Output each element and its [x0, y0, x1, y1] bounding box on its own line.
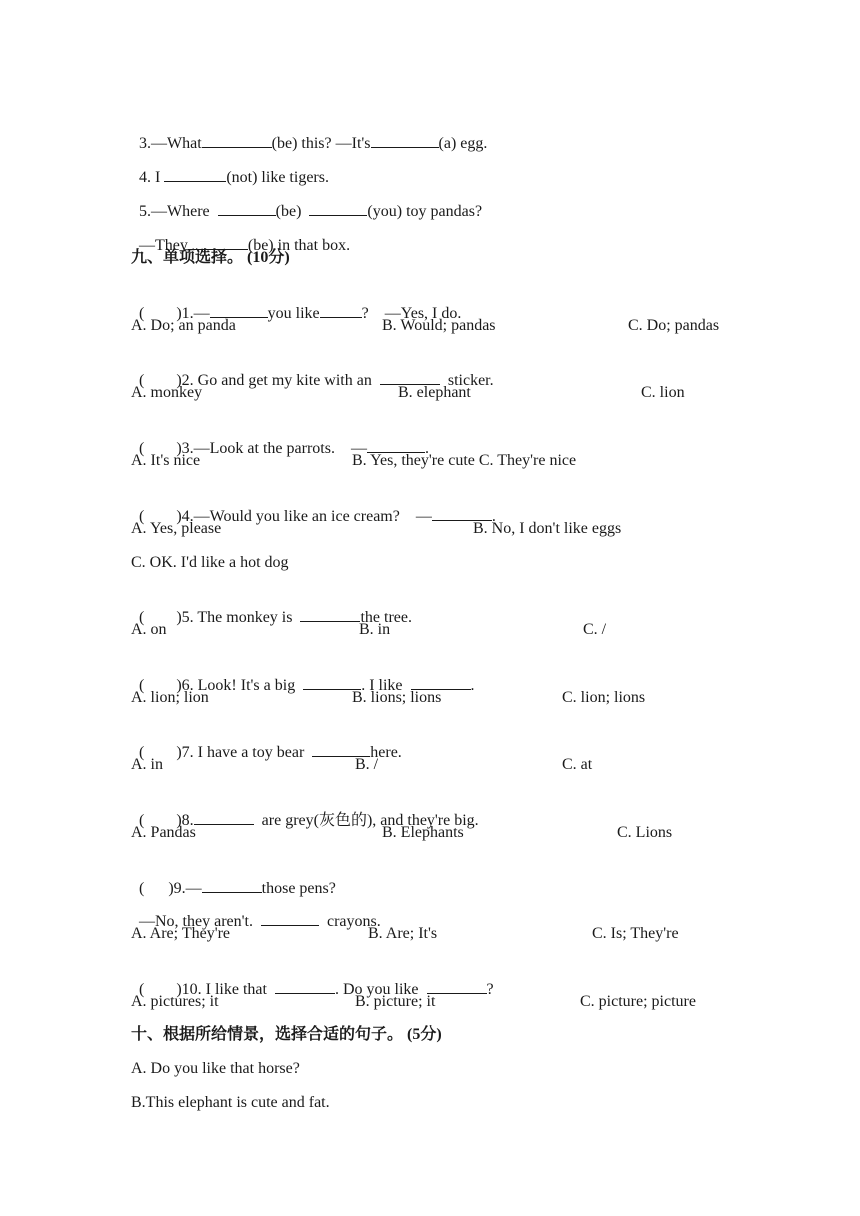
stem-text: those pens? [261, 880, 336, 897]
stem-text: ( )8. [139, 812, 194, 829]
stem-text: . Do you like [334, 981, 419, 998]
option-c[interactable]: C. Is; They're [592, 925, 679, 942]
option-b[interactable]: B. picture; it [355, 993, 436, 1010]
option-b[interactable]: B. Would; pandas [382, 317, 496, 334]
option-a[interactable]: A. Yes, please [131, 520, 222, 537]
stem-text: ( )5. The monkey is [139, 609, 293, 626]
q5-text-c: (you) toy pandas? [367, 203, 483, 220]
stem-text: ( )7. I have a toy bear [139, 744, 305, 761]
stem-text: are grey(灰色的), and they're big. [261, 812, 479, 829]
option-b[interactable]: B. No, I don't like eggs [473, 520, 622, 537]
q5-text-a: 5.—Where [139, 203, 210, 220]
option-b[interactable]: B. in [359, 621, 391, 638]
stem-text: ( )3.—Look at the parrots. — [139, 440, 367, 457]
section-heading-9: 九、单项选择。 (10分) [131, 249, 290, 266]
option-b[interactable]: B. / [355, 756, 379, 773]
option-a[interactable]: A. It's nice [131, 452, 201, 469]
answer-blank[interactable] [320, 302, 362, 318]
option-a[interactable]: A. lion; lion [131, 689, 209, 706]
option-a[interactable]: A. Pandas [131, 824, 196, 841]
stem-text: ( )4.—Would you like an ice cream? — [139, 508, 432, 525]
stem-text: . [470, 677, 475, 694]
option-c[interactable]: C. Lions [617, 824, 673, 841]
answer-blank[interactable] [300, 606, 360, 622]
stem-text: ( )2. Go and get my kite with an [139, 372, 372, 389]
option-c[interactable]: C. OK. I'd like a hot dog [131, 554, 289, 571]
answer-blank[interactable] [371, 132, 439, 148]
stem-text: crayons. [326, 913, 381, 930]
stem-text: . [424, 440, 429, 457]
answer-blank[interactable] [261, 910, 319, 926]
answer-blank[interactable] [275, 978, 335, 994]
stem-text: ? —Yes, I do. [361, 305, 462, 322]
q5b-text-b: (be) in that box. [247, 237, 351, 254]
option-c[interactable]: C. picture; picture [580, 993, 696, 1010]
option-c[interactable]: C. Do; pandas [628, 317, 720, 334]
option-c[interactable]: C. lion [641, 384, 685, 401]
q3-text-b: (be) this? —It's [271, 135, 371, 152]
choice-a: A. Do you like that horse? [131, 1060, 300, 1077]
stem-text: ( )6. Look! It's a big [139, 677, 296, 694]
stem-text: ( )9.— [139, 880, 202, 897]
stem-text: . I like [361, 677, 403, 694]
option-a[interactable]: A. pictures; it [131, 993, 219, 1010]
option-b[interactable]: B. Are; It's [368, 925, 438, 942]
option-b[interactable]: B. lions; lions [352, 689, 442, 706]
option-c[interactable]: C. at [562, 756, 593, 773]
option-a[interactable]: A. in [131, 756, 163, 773]
q3-text-c: (a) egg. [438, 135, 488, 152]
section-heading-10: 十、根据所给情景，选择合适的句子。 (5分) [131, 1026, 442, 1043]
stem-text: ( )10. I like that [139, 981, 267, 998]
option-a[interactable]: A. monkey [131, 384, 203, 401]
option-a[interactable]: A. on [131, 621, 167, 638]
q4-text-b: (not) like tigers. [226, 169, 329, 186]
q4-text-a: 4. I [139, 169, 161, 186]
stem-text: —No, they aren't. [139, 913, 253, 930]
answer-blank[interactable] [194, 809, 254, 825]
option-b-c[interactable]: B. Yes, they're cute C. They're nice [352, 452, 577, 469]
option-c[interactable]: C. / [583, 621, 607, 638]
stem-text: ( )1.— [139, 305, 210, 322]
choice-b: B.This elephant is cute and fat. [131, 1094, 330, 1111]
q5b-text-a: —They [139, 237, 188, 254]
answer-blank[interactable] [427, 978, 487, 994]
option-a[interactable]: A. Are; They're [131, 925, 230, 942]
stem-text: the tree. [360, 609, 412, 626]
option-c[interactable]: C. lion; lions [562, 689, 646, 706]
option-b[interactable]: B. elephant [398, 384, 471, 401]
q3-text-a: 3.—What [139, 135, 202, 152]
stem-text: . [491, 508, 496, 525]
option-b[interactable]: B. Elephants [382, 824, 464, 841]
stem-text: ? [486, 981, 494, 998]
stem-text: sticker. [447, 372, 494, 389]
stem-text: you like [267, 305, 320, 322]
stem-text: here. [370, 744, 402, 761]
q5-text-b: (be) [275, 203, 302, 220]
option-a[interactable]: A. Do; an panda [131, 317, 236, 334]
